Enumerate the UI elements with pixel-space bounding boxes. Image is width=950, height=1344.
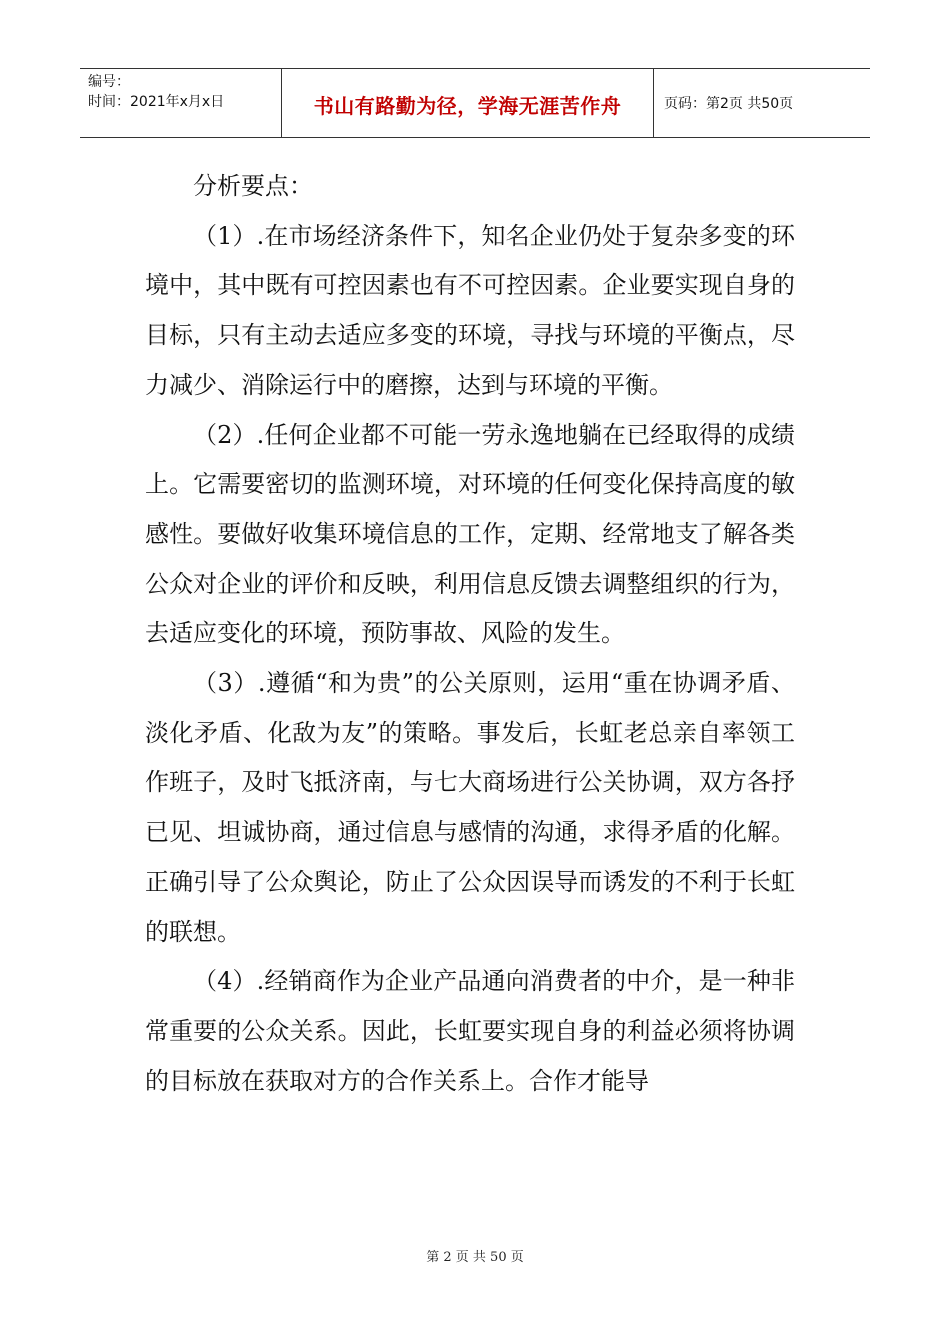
date-label: 时间：2021年x月x日 (88, 94, 225, 110)
paragraph-point-2: （2）.任何企业都不可能一劳永逸地躺在已经取得的成绩上。它需要密切的监测环境，对环境的任何变化保持高度的敏感性。要做好收集环境信息的工作，定期、经常地支了解各类公众对企业的评价和反映，利用信息反馈去调整组织的行为，去适应变化的环境，预防事故、风险的发生。 (145, 420, 795, 648)
section-heading: 分析要点： (193, 172, 313, 200)
paragraph-point-4: （4）.经销商作为企业产品通向消费者的中介，是一种非常重要的公众关系。因此，长虹要实现自身的利益必须将协调的目标放在获取对方的合作关系上。合作才能导 (145, 967, 795, 1095)
page-footer: 第 2 页 共 50 页 (426, 1250, 524, 1265)
header-page-info: 页码：第2页 共50页 (664, 96, 794, 112)
serial-number-label: 编号： (88, 74, 130, 90)
document-body (145, 162, 795, 1106)
header-meta (80, 69, 282, 137)
paragraph-point-3: （3）.遵循“和为贵”的公关原则，运用“重在协调矛盾、淡化矛盾、化敌为友”的策略。事发后，长虹老总亲自率领工作班子，及时飞抵济南，与七大商场进行公关协调，双方各抒已见、坦诚协商，通过信息与感情的沟通，求得矛盾的化解。正确引导了公众舆论，防止了公众因误导而诱发的不利于长虹的联想。 (145, 669, 795, 946)
paragraph-point-1: （1）.在市场经济条件下，知名企业仍处于复杂多变的环境中，其中既有可控因素也有不可控因素。企业要实现自身的目标，只有主动去适应多变的环境，寻找与环境的平衡点，尽力减少、消除运行中的磨擦，达到与环境的平衡。 (145, 221, 795, 399)
page-header (80, 68, 870, 138)
header-motto: 书山有路勤为径，学海无涯苦作舟 (282, 69, 654, 137)
